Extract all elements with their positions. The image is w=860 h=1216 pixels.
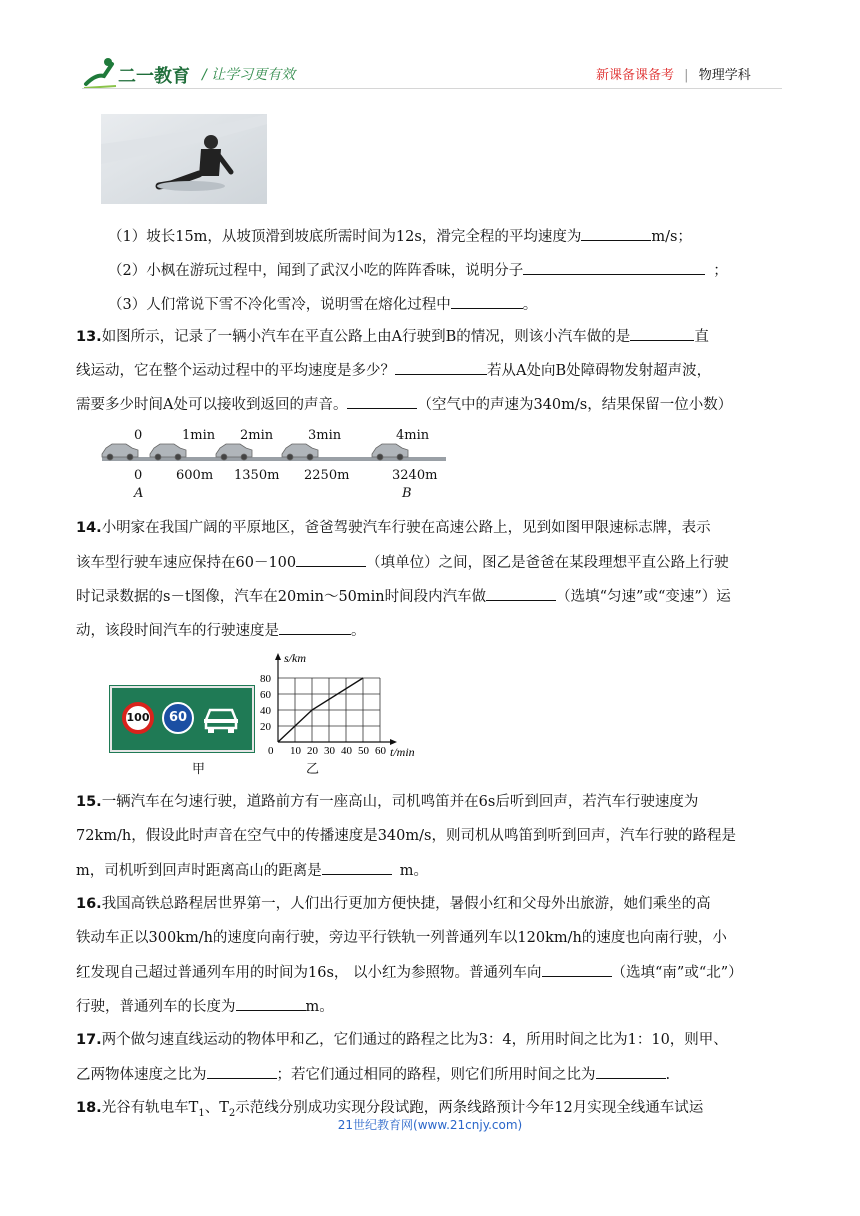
q12-part1: [108, 226, 818, 247]
q18-sub2: 2: [228, 1107, 236, 1119]
caption-yi: 乙: [306, 762, 320, 777]
q12-blank3[interactable]: [451, 294, 523, 309]
q12-part2: [108, 260, 818, 281]
x-tick-label: 20: [307, 745, 318, 757]
dist-label-3: 2250m: [304, 468, 350, 483]
time-label-4: 4min: [396, 428, 430, 443]
q12-part3-text: （3）人们常说下雪不冷化雪冷，说明雪在熔化过程中: [108, 297, 451, 313]
q14-number: 14.: [76, 520, 102, 536]
q17-blank2[interactable]: [596, 1064, 666, 1079]
q13-blank2[interactable]: [395, 360, 487, 375]
q13-blank3[interactable]: [347, 394, 417, 409]
q14-blank1[interactable]: [296, 552, 366, 567]
q15-text2: 72km/h，假设此时声音在空气中的传播速度是340m/s，则司机从鸣笛到听到回声，汽车行驶的路程是: [76, 828, 736, 844]
q16-text3: 红发现自己超过普通列车用的时间为16s， 以小红为参照物。普通列车向: [76, 965, 542, 981]
dist-label-0: 0: [134, 468, 143, 483]
q18-sub1: 1: [198, 1107, 205, 1119]
q13-text3: 需要多少时间A处可以接收到返回的声音。: [76, 397, 348, 413]
q14-line2: [76, 552, 786, 573]
limit-60-badge: 60: [162, 702, 194, 734]
q14-blank3[interactable]: [279, 620, 351, 635]
time-label-1: 1min: [182, 428, 216, 443]
caption-jia: 甲: [192, 762, 206, 777]
header-subject: 物理学科: [698, 68, 751, 83]
q12-part2-text: （2）小枫在游玩过程中，闻到了武汉小吃的阵阵香味，说明分子: [108, 263, 524, 279]
q13-text2b: 若从A处向B处障碍物发射超声波，: [487, 363, 712, 379]
q12-part3-tail: 。: [522, 297, 538, 313]
slogan: / 让学习更有效: [202, 67, 296, 83]
header-course: 新课备课备考: [596, 68, 675, 83]
q15-line3: [76, 860, 786, 881]
dist-label-2: 1350m: [234, 468, 280, 483]
q17-text1: 两个做匀速直线运动的物体甲和乙，它们通过的路程之比为3：4，所用时间之比为1：10，则甲、: [101, 1032, 728, 1048]
y-tick-label: 20: [260, 721, 271, 733]
y-tick-label: 40: [260, 705, 271, 717]
q14-text1: 小明家在我国广阔的平原地区，爸爸驾驶汽车行驶在高速公路上，见到如图甲限速标志牌，表示: [101, 520, 711, 536]
q13-text2: 线运动，它在整个运动过程中的平均速度是多少？: [76, 363, 395, 379]
q17-text2b: ；若它们通过相同的路程，则它们所用时间之比为: [276, 1067, 596, 1083]
runner-logo-icon: [82, 56, 118, 90]
x-tick-label: 40: [341, 745, 352, 757]
header-divider: [82, 88, 782, 89]
q16-number: 16.: [76, 896, 102, 912]
q14-text3b: （选填“匀速”或“变速”）运: [556, 589, 731, 605]
q12-blank2[interactable]: [523, 260, 705, 275]
logo-text: 二一教育: [118, 66, 190, 87]
q17-line1: [76, 1030, 786, 1050]
x-axis-label: t/min: [390, 745, 415, 759]
q18-text1a: 光谷有轨电车T: [101, 1100, 199, 1116]
q16-line4: [76, 996, 786, 1017]
sledding-photo: [101, 114, 267, 204]
x-tick-label: 60: [375, 745, 386, 757]
slogan-text: 让学习更有效: [211, 67, 296, 83]
q18-text1b: 、T: [204, 1100, 229, 1116]
q15-line2: [76, 826, 786, 846]
q13-text3b: （空气中的声速为340m/s，结果保留一位小数）: [417, 397, 733, 413]
time-label-0: 0: [134, 428, 143, 443]
q14-line1: [76, 518, 786, 538]
q14-line4: [76, 620, 786, 641]
point-a-label: A: [134, 486, 144, 501]
limit-100-badge: 100: [122, 702, 154, 734]
q16-line1: [76, 894, 786, 914]
q14-text3: 时记录数据的s－t图像，汽车在20min～50min时间段内汽车做: [76, 589, 487, 605]
q15-number: 15.: [76, 794, 102, 810]
y-tick-label: 80: [260, 673, 271, 685]
q15-line1: [76, 792, 786, 812]
q16-line3: [76, 962, 786, 983]
q16-blank2[interactable]: [236, 996, 306, 1011]
header-separator: |: [684, 68, 689, 83]
s-t-graph: [252, 648, 442, 768]
x-tick-label: 30: [324, 745, 335, 757]
q13-line3: [76, 394, 786, 415]
q13-line2: [76, 360, 786, 381]
q13-blank1[interactable]: [630, 326, 694, 341]
q15-text3: m，司机听到回声时距离高山的距离是: [76, 863, 322, 879]
car-motion-diagram: [100, 426, 450, 506]
q12-blank1[interactable]: [581, 226, 651, 241]
q14-text4b: 。: [351, 623, 366, 639]
x-tick-label: 50: [358, 745, 369, 757]
x-tick-label: 10: [290, 745, 301, 757]
q17-text2c: .: [665, 1067, 671, 1083]
q14-text2b: （填单位）之间，图乙是爸爸在某段理想平直公路上行驶: [366, 555, 729, 571]
dist-label-1: 600m: [176, 468, 214, 483]
q16-text4: 行驶，普通列车的长度为: [76, 999, 236, 1015]
q12-part2-tail: ；: [713, 263, 728, 279]
q14-text4: 动，该段时间汽车的行驶速度是: [76, 623, 279, 639]
q15-text3b: m。: [399, 863, 428, 879]
q14-line3: [76, 586, 786, 607]
y-tick-label: 60: [260, 689, 271, 701]
car-icon: [202, 704, 240, 734]
point-b-label: B: [402, 486, 412, 501]
speed-limit-sign: [110, 686, 254, 752]
q15-text1: 一辆汽车在匀速行驶，道路前方有一座高山，司机鸣笛并在6s后听到回声，若汽车行驶速度为: [101, 794, 699, 810]
q16-text3b: （选填“南”或“北”）: [611, 965, 743, 981]
q17-number: 17.: [76, 1032, 102, 1048]
q17-blank1[interactable]: [207, 1064, 277, 1079]
time-label-3: 3min: [308, 428, 342, 443]
q16-text4b: m。: [305, 999, 334, 1015]
q18-number: 18.: [76, 1100, 102, 1116]
x-tick-label: 0: [268, 745, 274, 757]
footer[interactable]: 21世纪教育网(www.21cnjy.com): [337, 1118, 523, 1132]
header-right: [596, 64, 751, 83]
y-axis-label: s/km: [284, 651, 306, 665]
time-label-2: 2min: [240, 428, 274, 443]
q16-text1: 我国高铁总路程居世界第一，人们出行更加方便快捷，暑假小红和父母外出旅游，她们乘坐的高: [101, 896, 711, 912]
q13-text1: 如图所示，记录了一辆小汽车在平直公路上由A行驶到B的情况，则该小汽车做的是: [101, 329, 631, 345]
q13-number: 13.: [76, 329, 102, 345]
q16-text2: 铁动车正以300km/h的速度向南行驶，旁边平行铁轨一列普通列车以120km/h的速度也向南行驶，小: [76, 930, 727, 946]
q15-blank1[interactable]: [322, 860, 392, 875]
q13-text1b: 直: [694, 329, 709, 345]
q12-part1-tail: m/s；: [651, 229, 692, 245]
q12-part1-text: （1）坡长15m，从坡顶滑到坡底所需时间为12s，滑完全程的平均速度为: [108, 229, 582, 245]
q17-line2: [76, 1064, 786, 1085]
y-axis-arrow: [275, 653, 281, 660]
q12-part3: [108, 294, 818, 315]
q18-text1c: 示范线分别成功实现分段试跑，两条线路预计今年12月实现全线通车试运: [235, 1100, 704, 1116]
q16-line2: [76, 928, 786, 948]
dist-label-4: 3240m: [392, 468, 438, 483]
q13-line1: [76, 326, 786, 347]
q17-text2: 乙两物体速度之比为: [76, 1067, 207, 1083]
q14-text2: 该车型行驶车速应保持在60－100: [76, 555, 297, 571]
q14-blank2[interactable]: [486, 586, 556, 601]
q16-blank1[interactable]: [542, 962, 612, 977]
